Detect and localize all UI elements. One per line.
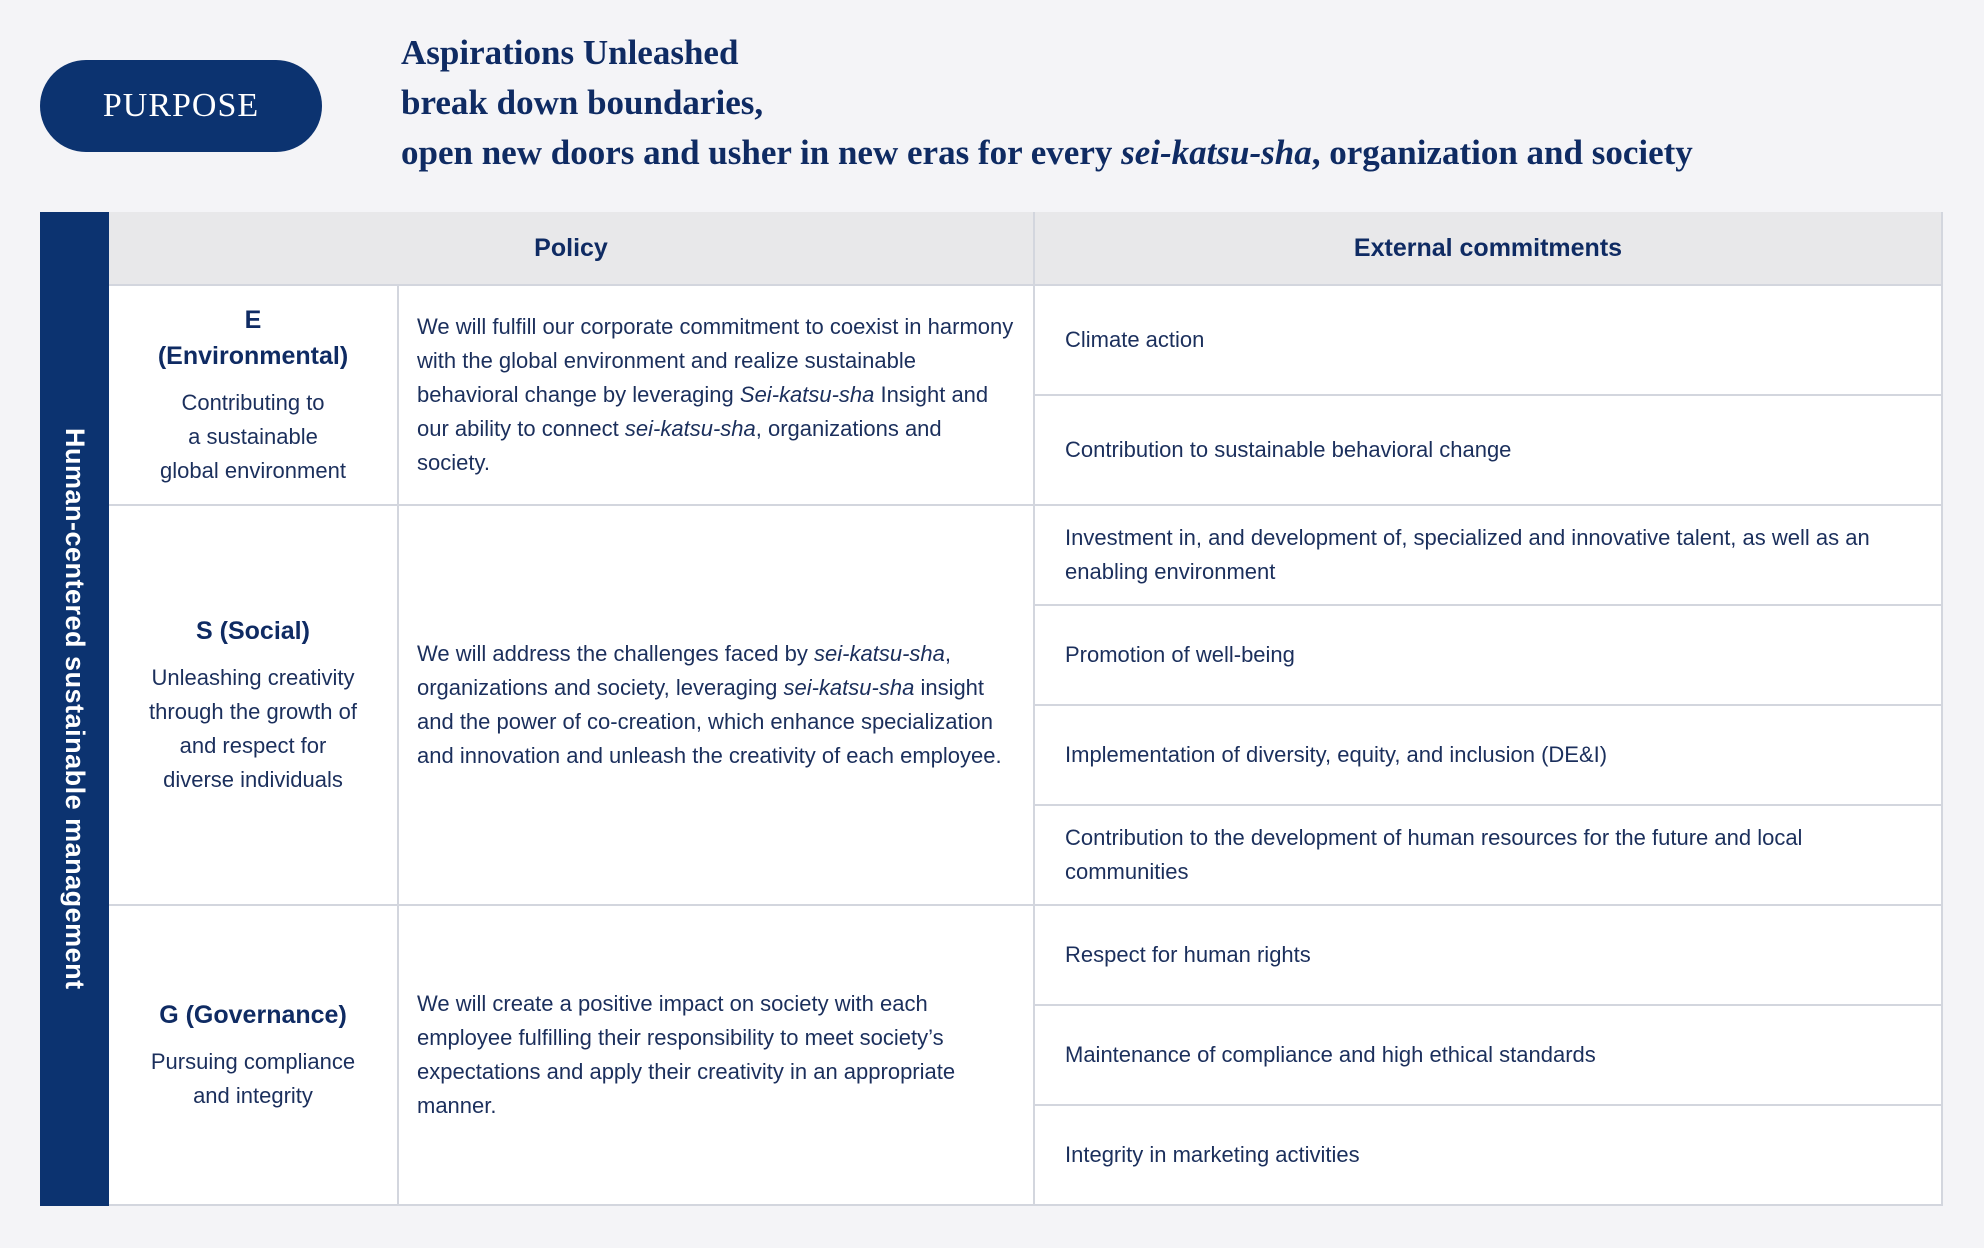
policy-emphasis: sei-katsu-sha <box>624 416 756 441</box>
headline-line-3-emphasis: sei-katsu-sha <box>1121 133 1312 172</box>
category-subtitle-line: and respect for <box>179 733 327 758</box>
policy-emphasis: sei-katsu-sha <box>783 675 915 700</box>
category-subtitle-line: Contributing to <box>181 390 325 415</box>
policy-text: We will create a positive impact on society with each employee fulfilling their responsibility to meet society’s expectations and apply their creativity in an appropriate manner. <box>417 991 956 1118</box>
category-subtitle <box>160 386 346 488</box>
category-subtitle <box>149 661 357 797</box>
side-label-bar <box>40 212 109 1206</box>
policy-text: Insight and our ability to connect <box>417 382 989 441</box>
category-title <box>196 613 310 649</box>
commitment-item: Contribution to sustainable behavioral change <box>1035 396 1943 506</box>
policy-social <box>399 506 1035 906</box>
headline-line-1: Aspirations Unleashed <box>401 33 739 72</box>
category-social <box>109 506 399 906</box>
policy-text: We will address the challenges faced by <box>417 641 815 666</box>
category-title <box>159 997 347 1033</box>
policy-text: , organizations and society, leveraging <box>417 641 951 700</box>
policy-text: We will fulfill our corporate commitment to coexist in harmony with the global environment and realize sustainable behavioral change by leveraging <box>417 314 1014 407</box>
policy-text: , organizations and society. <box>417 416 942 475</box>
policy-emphasis: Sei-katsu-sha <box>739 382 875 407</box>
category-subtitle-line: and integrity <box>193 1083 313 1108</box>
purpose-label: PURPOSE <box>102 87 260 124</box>
policy-governance <box>399 906 1035 1206</box>
category-subtitle-line: a sustainable <box>188 424 318 449</box>
commitment-item: Maintenance of compliance and high ethical standards <box>1035 1006 1943 1106</box>
headline-line-3 <box>401 128 1693 178</box>
category-title-line: S (Social) <box>196 617 310 645</box>
policy-header: Policy <box>109 212 1035 286</box>
category-environmental <box>109 286 399 506</box>
policy-text: insight and the power of co-creation, which enhance specialization and innovation and unleash the creativity of each employee. <box>417 675 1002 768</box>
category-subtitle-line: global environment <box>160 458 346 483</box>
headline-line-3-end: , organization and society <box>1311 133 1693 172</box>
commitment-item: Integrity in marketing activities <box>1035 1106 1943 1206</box>
category-subtitle-line: through the growth of <box>149 699 357 724</box>
commitment-item: Implementation of diversity, equity, and inclusion (DE&I) <box>1035 706 1943 806</box>
purpose-headline <box>401 28 1693 178</box>
headline-line-2: break down boundaries, <box>401 83 764 122</box>
category-title-line: G (Governance) <box>159 1001 347 1029</box>
policy-environmental <box>399 286 1035 506</box>
commitment-item: Investment in, and development of, specialized and innovative talent, as well as an enabling environment <box>1035 506 1943 606</box>
category-subtitle-line: Pursuing compliance <box>150 1049 356 1074</box>
headline-line-3-start: open new doors and usher in new eras for every <box>401 133 1122 172</box>
category-subtitle-line: Unleashing creativity <box>151 665 355 690</box>
commitment-item: Climate action <box>1035 286 1943 396</box>
commitment-item: Respect for human rights <box>1035 906 1943 1006</box>
category-title-line: E <box>244 306 262 334</box>
category-subtitle-line: diverse individuals <box>163 767 343 792</box>
policy-table <box>109 212 1943 1206</box>
category-title <box>158 302 348 374</box>
policy-emphasis: sei-katsu-sha <box>814 641 945 666</box>
commitment-item: Contribution to the development of human resources for the future and local communities <box>1035 806 1943 906</box>
external-commitments-header: External commitments <box>1035 212 1943 286</box>
category-governance <box>109 906 399 1206</box>
category-title-line: (Environmental) <box>157 342 349 370</box>
category-subtitle <box>151 1045 355 1113</box>
purpose-badge <box>40 60 322 152</box>
side-label: Human-centered sustainable management <box>60 428 90 990</box>
commitment-item: Promotion of well-being <box>1035 606 1943 706</box>
